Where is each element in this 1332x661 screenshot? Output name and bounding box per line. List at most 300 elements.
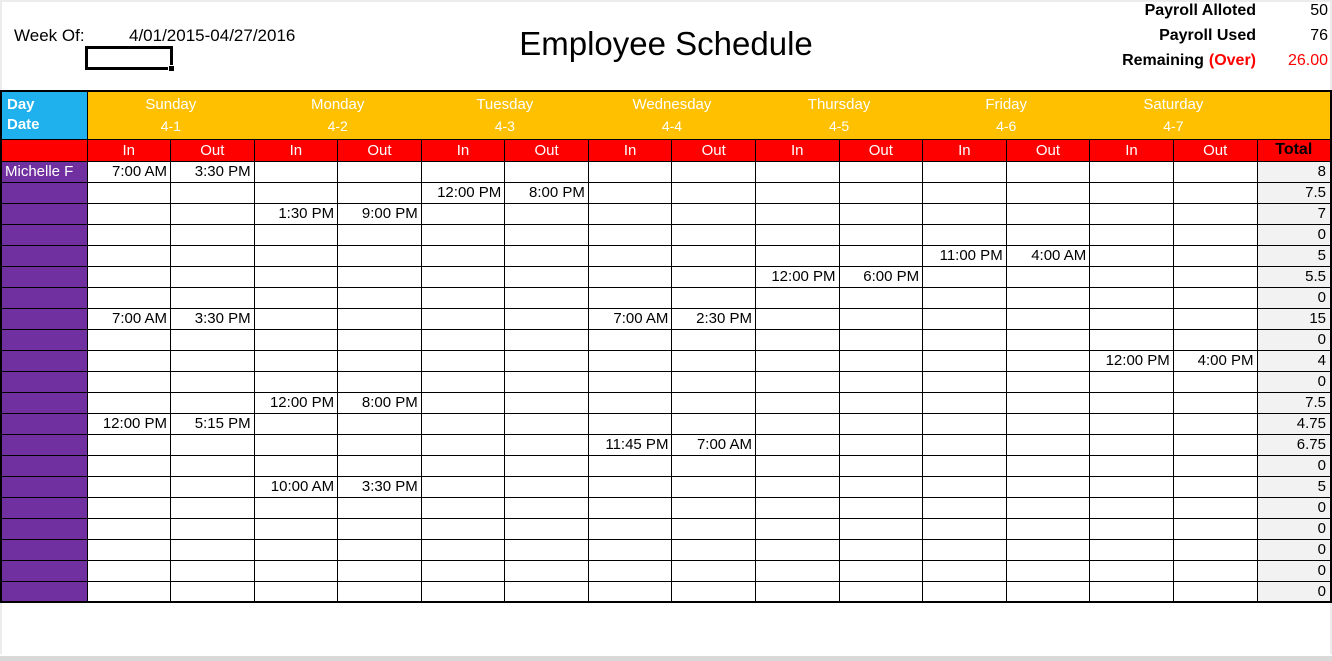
- time-cell[interactable]: [839, 497, 923, 518]
- time-cell[interactable]: [839, 350, 923, 371]
- time-cell[interactable]: [588, 350, 672, 371]
- time-cell[interactable]: [923, 434, 1007, 455]
- time-cell[interactable]: [588, 455, 672, 476]
- time-cell[interactable]: [1090, 560, 1174, 581]
- time-cell[interactable]: [1006, 434, 1090, 455]
- time-cell[interactable]: [1006, 182, 1090, 203]
- time-cell[interactable]: [1006, 329, 1090, 350]
- time-cell[interactable]: [672, 392, 756, 413]
- time-cell[interactable]: [1173, 287, 1257, 308]
- time-cell[interactable]: [87, 455, 171, 476]
- time-cell[interactable]: 5:15 PM: [171, 413, 255, 434]
- time-cell[interactable]: [588, 203, 672, 224]
- time-cell[interactable]: 7:00 AM: [87, 161, 171, 182]
- time-cell[interactable]: [1173, 224, 1257, 245]
- time-cell[interactable]: [171, 455, 255, 476]
- time-cell[interactable]: [421, 224, 505, 245]
- time-cell[interactable]: 3:30 PM: [338, 476, 422, 497]
- time-cell[interactable]: [756, 161, 840, 182]
- time-cell[interactable]: [254, 350, 338, 371]
- time-cell[interactable]: [588, 518, 672, 539]
- time-cell[interactable]: 12:00 PM: [254, 392, 338, 413]
- time-cell[interactable]: [421, 371, 505, 392]
- employee-name-cell[interactable]: [1, 329, 87, 350]
- time-cell[interactable]: [672, 455, 756, 476]
- time-cell[interactable]: [839, 182, 923, 203]
- time-cell[interactable]: [923, 392, 1007, 413]
- time-cell[interactable]: [1090, 518, 1174, 539]
- time-cell[interactable]: [171, 329, 255, 350]
- employee-name-cell[interactable]: [1, 224, 87, 245]
- time-cell[interactable]: [756, 434, 840, 455]
- time-cell[interactable]: [1006, 203, 1090, 224]
- time-cell[interactable]: [505, 518, 589, 539]
- time-cell[interactable]: [505, 455, 589, 476]
- time-cell[interactable]: [87, 560, 171, 581]
- employee-name-cell[interactable]: [1, 245, 87, 266]
- time-cell[interactable]: [505, 371, 589, 392]
- time-cell[interactable]: [1090, 161, 1174, 182]
- time-cell[interactable]: [672, 518, 756, 539]
- time-cell[interactable]: [1090, 287, 1174, 308]
- time-cell[interactable]: [87, 329, 171, 350]
- time-cell[interactable]: [1173, 539, 1257, 560]
- time-cell[interactable]: [839, 224, 923, 245]
- time-cell[interactable]: [254, 518, 338, 539]
- time-cell[interactable]: [756, 182, 840, 203]
- time-cell[interactable]: [588, 266, 672, 287]
- time-cell[interactable]: [1173, 203, 1257, 224]
- time-cell[interactable]: 4:00 AM: [1006, 245, 1090, 266]
- time-cell[interactable]: [672, 581, 756, 602]
- employee-name-cell[interactable]: [1, 434, 87, 455]
- time-cell[interactable]: [756, 224, 840, 245]
- time-cell[interactable]: [1006, 266, 1090, 287]
- employee-name-cell[interactable]: [1, 266, 87, 287]
- time-cell[interactable]: [254, 413, 338, 434]
- time-cell[interactable]: [171, 539, 255, 560]
- time-cell[interactable]: [923, 350, 1007, 371]
- time-cell[interactable]: [338, 497, 422, 518]
- time-cell[interactable]: [588, 497, 672, 518]
- time-cell[interactable]: [338, 581, 422, 602]
- time-cell[interactable]: [87, 182, 171, 203]
- time-cell[interactable]: [254, 329, 338, 350]
- time-cell[interactable]: 12:00 PM: [1090, 350, 1174, 371]
- time-cell[interactable]: [338, 455, 422, 476]
- time-cell[interactable]: [672, 182, 756, 203]
- time-cell[interactable]: [923, 560, 1007, 581]
- time-cell[interactable]: [1090, 392, 1174, 413]
- time-cell[interactable]: [1173, 476, 1257, 497]
- time-cell[interactable]: [588, 371, 672, 392]
- time-cell[interactable]: [1173, 161, 1257, 182]
- employee-name-cell[interactable]: [1, 413, 87, 434]
- time-cell[interactable]: [839, 371, 923, 392]
- time-cell[interactable]: [421, 560, 505, 581]
- time-cell[interactable]: [1006, 455, 1090, 476]
- time-cell[interactable]: [171, 224, 255, 245]
- time-cell[interactable]: 3:30 PM: [171, 161, 255, 182]
- time-cell[interactable]: [505, 560, 589, 581]
- time-cell[interactable]: [588, 161, 672, 182]
- time-cell[interactable]: [338, 287, 422, 308]
- time-cell[interactable]: [923, 518, 1007, 539]
- employee-name-cell[interactable]: [1, 308, 87, 329]
- time-cell[interactable]: [505, 161, 589, 182]
- time-cell[interactable]: [756, 497, 840, 518]
- time-cell[interactable]: [1090, 203, 1174, 224]
- time-cell[interactable]: [338, 539, 422, 560]
- time-cell[interactable]: 8:00 PM: [338, 392, 422, 413]
- time-cell[interactable]: [1090, 266, 1174, 287]
- time-cell[interactable]: [254, 560, 338, 581]
- time-cell[interactable]: [254, 371, 338, 392]
- time-cell[interactable]: [421, 476, 505, 497]
- time-cell[interactable]: [254, 539, 338, 560]
- time-cell[interactable]: [672, 161, 756, 182]
- time-cell[interactable]: [839, 413, 923, 434]
- time-cell[interactable]: [839, 287, 923, 308]
- time-cell[interactable]: 9:00 PM: [338, 203, 422, 224]
- time-cell[interactable]: [839, 161, 923, 182]
- time-cell[interactable]: [505, 392, 589, 413]
- time-cell[interactable]: [588, 287, 672, 308]
- time-cell[interactable]: [505, 266, 589, 287]
- employee-name-cell[interactable]: [1, 518, 87, 539]
- time-cell[interactable]: [588, 413, 672, 434]
- time-cell[interactable]: 10:00 AM: [254, 476, 338, 497]
- time-cell[interactable]: [756, 455, 840, 476]
- time-cell[interactable]: [421, 455, 505, 476]
- time-cell[interactable]: [588, 224, 672, 245]
- time-cell[interactable]: [1006, 560, 1090, 581]
- time-cell[interactable]: [254, 266, 338, 287]
- time-cell[interactable]: 7:00 AM: [588, 308, 672, 329]
- time-cell[interactable]: [588, 245, 672, 266]
- time-cell[interactable]: [505, 329, 589, 350]
- time-cell[interactable]: 7:00 AM: [87, 308, 171, 329]
- time-cell[interactable]: [171, 266, 255, 287]
- time-cell[interactable]: [254, 434, 338, 455]
- time-cell[interactable]: [1090, 581, 1174, 602]
- time-cell[interactable]: [171, 560, 255, 581]
- time-cell[interactable]: [421, 287, 505, 308]
- time-cell[interactable]: [672, 560, 756, 581]
- time-cell[interactable]: [1090, 497, 1174, 518]
- time-cell[interactable]: [672, 371, 756, 392]
- time-cell[interactable]: [421, 539, 505, 560]
- time-cell[interactable]: [421, 581, 505, 602]
- time-cell[interactable]: [923, 413, 1007, 434]
- time-cell[interactable]: [171, 350, 255, 371]
- time-cell[interactable]: [1090, 539, 1174, 560]
- time-cell[interactable]: [839, 539, 923, 560]
- time-cell[interactable]: [756, 245, 840, 266]
- time-cell[interactable]: [756, 518, 840, 539]
- employee-name-cell[interactable]: [1, 287, 87, 308]
- time-cell[interactable]: [756, 392, 840, 413]
- time-cell[interactable]: [1173, 245, 1257, 266]
- time-cell[interactable]: [421, 434, 505, 455]
- time-cell[interactable]: 12:00 PM: [756, 266, 840, 287]
- time-cell[interactable]: [756, 350, 840, 371]
- time-cell[interactable]: [672, 266, 756, 287]
- time-cell[interactable]: [756, 203, 840, 224]
- time-cell[interactable]: [254, 161, 338, 182]
- time-cell[interactable]: [756, 560, 840, 581]
- time-cell[interactable]: [1006, 497, 1090, 518]
- time-cell[interactable]: [505, 434, 589, 455]
- time-cell[interactable]: [1006, 308, 1090, 329]
- time-cell[interactable]: [1006, 392, 1090, 413]
- time-cell[interactable]: [171, 203, 255, 224]
- time-cell[interactable]: [1006, 287, 1090, 308]
- time-cell[interactable]: 7:00 AM: [672, 434, 756, 455]
- time-cell[interactable]: [756, 476, 840, 497]
- time-cell[interactable]: [87, 434, 171, 455]
- time-cell[interactable]: [1090, 245, 1174, 266]
- time-cell[interactable]: [1173, 560, 1257, 581]
- fill-handle[interactable]: [168, 65, 175, 72]
- time-cell[interactable]: [505, 224, 589, 245]
- time-cell[interactable]: [505, 581, 589, 602]
- time-cell[interactable]: [923, 539, 1007, 560]
- time-cell[interactable]: 11:45 PM: [588, 434, 672, 455]
- time-cell[interactable]: [1090, 182, 1174, 203]
- time-cell[interactable]: [923, 581, 1007, 602]
- time-cell[interactable]: [1173, 392, 1257, 413]
- time-cell[interactable]: [923, 266, 1007, 287]
- time-cell[interactable]: [338, 329, 422, 350]
- time-cell[interactable]: [87, 224, 171, 245]
- time-cell[interactable]: [338, 518, 422, 539]
- time-cell[interactable]: [87, 539, 171, 560]
- time-cell[interactable]: [1006, 581, 1090, 602]
- time-cell[interactable]: [672, 476, 756, 497]
- time-cell[interactable]: [421, 329, 505, 350]
- time-cell[interactable]: [839, 455, 923, 476]
- time-cell[interactable]: 12:00 PM: [421, 182, 505, 203]
- time-cell[interactable]: [839, 392, 923, 413]
- time-cell[interactable]: [1173, 266, 1257, 287]
- employee-name-cell[interactable]: [1, 539, 87, 560]
- time-cell[interactable]: 2:30 PM: [672, 308, 756, 329]
- time-cell[interactable]: [672, 224, 756, 245]
- employee-name-cell[interactable]: [1, 560, 87, 581]
- time-cell[interactable]: [338, 308, 422, 329]
- time-cell[interactable]: [839, 245, 923, 266]
- time-cell[interactable]: [505, 287, 589, 308]
- time-cell[interactable]: [87, 371, 171, 392]
- time-cell[interactable]: [87, 518, 171, 539]
- time-cell[interactable]: 8:00 PM: [505, 182, 589, 203]
- time-cell[interactable]: [923, 161, 1007, 182]
- time-cell[interactable]: [923, 224, 1007, 245]
- time-cell[interactable]: [505, 476, 589, 497]
- time-cell[interactable]: [839, 329, 923, 350]
- time-cell[interactable]: 6:00 PM: [839, 266, 923, 287]
- time-cell[interactable]: [505, 539, 589, 560]
- time-cell[interactable]: [839, 308, 923, 329]
- time-cell[interactable]: [1173, 413, 1257, 434]
- time-cell[interactable]: [923, 308, 1007, 329]
- time-cell[interactable]: [254, 287, 338, 308]
- time-cell[interactable]: [1090, 455, 1174, 476]
- time-cell[interactable]: [588, 476, 672, 497]
- time-cell[interactable]: [338, 413, 422, 434]
- time-cell[interactable]: [756, 413, 840, 434]
- time-cell[interactable]: [756, 287, 840, 308]
- time-cell[interactable]: [505, 308, 589, 329]
- time-cell[interactable]: [421, 203, 505, 224]
- time-cell[interactable]: [1006, 476, 1090, 497]
- employee-name-cell[interactable]: [1, 581, 87, 602]
- employee-name-cell[interactable]: [1, 182, 87, 203]
- time-cell[interactable]: [1173, 518, 1257, 539]
- time-cell[interactable]: [1173, 371, 1257, 392]
- week-of-value[interactable]: 4/01/2015-04/27/2016: [129, 26, 296, 45]
- time-cell[interactable]: [87, 245, 171, 266]
- employee-name-cell[interactable]: [1, 455, 87, 476]
- time-cell[interactable]: [672, 350, 756, 371]
- time-cell[interactable]: [1090, 476, 1174, 497]
- time-cell[interactable]: [338, 371, 422, 392]
- employee-name-cell[interactable]: [1, 203, 87, 224]
- time-cell[interactable]: [171, 434, 255, 455]
- time-cell[interactable]: [923, 455, 1007, 476]
- time-cell[interactable]: [505, 350, 589, 371]
- time-cell[interactable]: [588, 560, 672, 581]
- time-cell[interactable]: [505, 203, 589, 224]
- time-cell[interactable]: [171, 476, 255, 497]
- employee-name-cell[interactable]: [1, 476, 87, 497]
- time-cell[interactable]: [87, 392, 171, 413]
- time-cell[interactable]: [923, 329, 1007, 350]
- time-cell[interactable]: [923, 476, 1007, 497]
- time-cell[interactable]: [421, 392, 505, 413]
- time-cell[interactable]: [839, 518, 923, 539]
- time-cell[interactable]: [839, 581, 923, 602]
- time-cell[interactable]: [171, 392, 255, 413]
- time-cell[interactable]: [588, 539, 672, 560]
- time-cell[interactable]: [1006, 350, 1090, 371]
- time-cell[interactable]: 11:00 PM: [923, 245, 1007, 266]
- time-cell[interactable]: 12:00 PM: [87, 413, 171, 434]
- time-cell[interactable]: [1090, 371, 1174, 392]
- time-cell[interactable]: [588, 329, 672, 350]
- time-cell[interactable]: [87, 287, 171, 308]
- time-cell[interactable]: [87, 497, 171, 518]
- time-cell[interactable]: [338, 434, 422, 455]
- time-cell[interactable]: [672, 329, 756, 350]
- time-cell[interactable]: [839, 203, 923, 224]
- time-cell[interactable]: [505, 413, 589, 434]
- time-cell[interactable]: [338, 350, 422, 371]
- time-cell[interactable]: [756, 581, 840, 602]
- time-cell[interactable]: [171, 581, 255, 602]
- time-cell[interactable]: [254, 308, 338, 329]
- employee-name-cell[interactable]: [1, 392, 87, 413]
- time-cell[interactable]: [756, 539, 840, 560]
- time-cell[interactable]: [1006, 371, 1090, 392]
- time-cell[interactable]: [87, 203, 171, 224]
- time-cell[interactable]: [1173, 434, 1257, 455]
- time-cell[interactable]: [171, 518, 255, 539]
- time-cell[interactable]: [1090, 434, 1174, 455]
- time-cell[interactable]: [421, 497, 505, 518]
- time-cell[interactable]: [1006, 161, 1090, 182]
- time-cell[interactable]: [421, 266, 505, 287]
- time-cell[interactable]: [672, 245, 756, 266]
- time-cell[interactable]: [839, 560, 923, 581]
- time-cell[interactable]: [421, 308, 505, 329]
- time-cell[interactable]: [254, 497, 338, 518]
- time-cell[interactable]: [505, 497, 589, 518]
- time-cell[interactable]: [1006, 413, 1090, 434]
- time-cell[interactable]: [171, 245, 255, 266]
- time-cell[interactable]: [1006, 518, 1090, 539]
- time-cell[interactable]: [421, 518, 505, 539]
- time-cell[interactable]: [588, 182, 672, 203]
- time-cell[interactable]: [1173, 581, 1257, 602]
- time-cell[interactable]: [87, 476, 171, 497]
- time-cell[interactable]: [421, 413, 505, 434]
- time-cell[interactable]: [756, 371, 840, 392]
- time-cell[interactable]: [839, 476, 923, 497]
- time-cell[interactable]: [87, 266, 171, 287]
- time-cell[interactable]: [1173, 455, 1257, 476]
- employee-name-cell[interactable]: [1, 497, 87, 518]
- time-cell[interactable]: [672, 203, 756, 224]
- time-cell[interactable]: [505, 245, 589, 266]
- time-cell[interactable]: [338, 161, 422, 182]
- time-cell[interactable]: [756, 308, 840, 329]
- time-cell[interactable]: [923, 371, 1007, 392]
- time-cell[interactable]: [171, 497, 255, 518]
- time-cell[interactable]: [588, 392, 672, 413]
- time-cell[interactable]: [254, 224, 338, 245]
- time-cell[interactable]: [87, 350, 171, 371]
- time-cell[interactable]: [338, 224, 422, 245]
- time-cell[interactable]: [1090, 329, 1174, 350]
- time-cell[interactable]: [421, 350, 505, 371]
- time-cell[interactable]: [171, 182, 255, 203]
- time-cell[interactable]: [254, 455, 338, 476]
- employee-name-cell[interactable]: [1, 371, 87, 392]
- time-cell[interactable]: [672, 539, 756, 560]
- time-cell[interactable]: [338, 560, 422, 581]
- time-cell[interactable]: [338, 266, 422, 287]
- time-cell[interactable]: [1090, 308, 1174, 329]
- time-cell[interactable]: [171, 287, 255, 308]
- time-cell[interactable]: 3:30 PM: [171, 308, 255, 329]
- time-cell[interactable]: [1173, 329, 1257, 350]
- time-cell[interactable]: [254, 182, 338, 203]
- time-cell[interactable]: [1006, 224, 1090, 245]
- time-cell[interactable]: [254, 581, 338, 602]
- time-cell[interactable]: [1090, 413, 1174, 434]
- time-cell[interactable]: [87, 581, 171, 602]
- time-cell[interactable]: [672, 413, 756, 434]
- time-cell[interactable]: [923, 287, 1007, 308]
- time-cell[interactable]: [171, 371, 255, 392]
- employee-name-cell[interactable]: Michelle F: [1, 161, 87, 182]
- time-cell[interactable]: [421, 245, 505, 266]
- time-cell[interactable]: [923, 203, 1007, 224]
- time-cell[interactable]: [756, 329, 840, 350]
- time-cell[interactable]: [421, 161, 505, 182]
